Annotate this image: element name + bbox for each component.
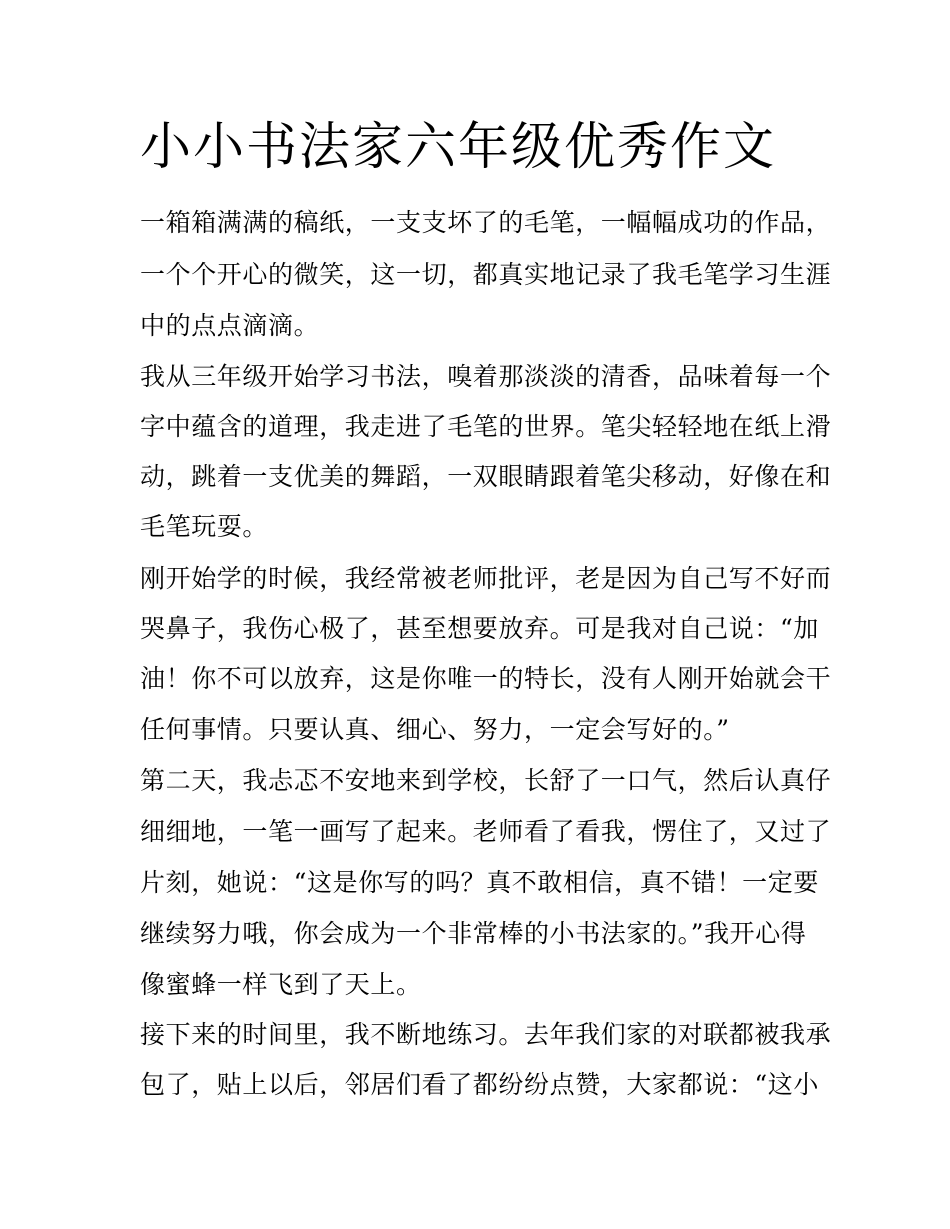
text-line-2: 一个个开心的微笑，这一切，都真实地记录了我毛笔学习生涯 bbox=[140, 260, 832, 289]
text-line-5: 字中蕴含的道理，我走进了毛笔的世界。笔尖轻轻地在纸上滑 bbox=[140, 412, 832, 441]
text-line-13: 细细地，一笔一画写了起来。老师看了看我，愣住了，又过了 bbox=[140, 817, 832, 846]
text-line-8: 刚开始学的时候，我经常被老师批评，老是因为自己写不好而 bbox=[140, 564, 832, 593]
text-line-11: 任何事情。只要认真、细心、努力，一定会写好的。” bbox=[140, 715, 730, 744]
text-line-3: 中的点点滴滴。 bbox=[140, 311, 320, 340]
text-line-4: 我从三年级开始学习书法，嗅着那淡淡的清香，品味着每一个 bbox=[140, 362, 832, 391]
text-line-6: 动，跳着一支优美的舞蹈，一双眼睛跟着笔尖移动，好像在和 bbox=[140, 462, 832, 491]
text-line-18: 包了，贴上以后，邻居们看了都纷纷点赞，大家都说：“这小 bbox=[140, 1070, 819, 1099]
document-title: 小小书法家六年级优秀作文 bbox=[140, 118, 777, 177]
text-line-7: 毛笔玩耍。 bbox=[140, 512, 269, 541]
text-line-9: 哭鼻子，我伤心极了，甚至想要放弃。可是我对自己说：“加 bbox=[140, 614, 819, 643]
text-line-1: 一箱箱满满的稿纸，一支支坏了的毛笔，一幅幅成功的作品， bbox=[140, 208, 832, 237]
text-line-15: 继续努力哦，你会成为一个非常棒的小书法家的。”我开心得 bbox=[140, 919, 807, 948]
text-line-16: 像蜜蜂一样飞到了天上。 bbox=[140, 970, 422, 999]
text-line-14: 片刻，她说：“这是你写的吗？真不敢相信，真不错！一定要 bbox=[140, 868, 819, 897]
text-line-10: 油！你不可以放弃，这是你唯一的特长，没有人刚开始就会干 bbox=[140, 664, 832, 693]
text-line-12: 第二天，我忐忑不安地来到学校，长舒了一口气，然后认真仔 bbox=[140, 766, 832, 795]
text-line-17: 接下来的时间里，我不断地练习。去年我们家的对联都被我承 bbox=[140, 1020, 832, 1049]
